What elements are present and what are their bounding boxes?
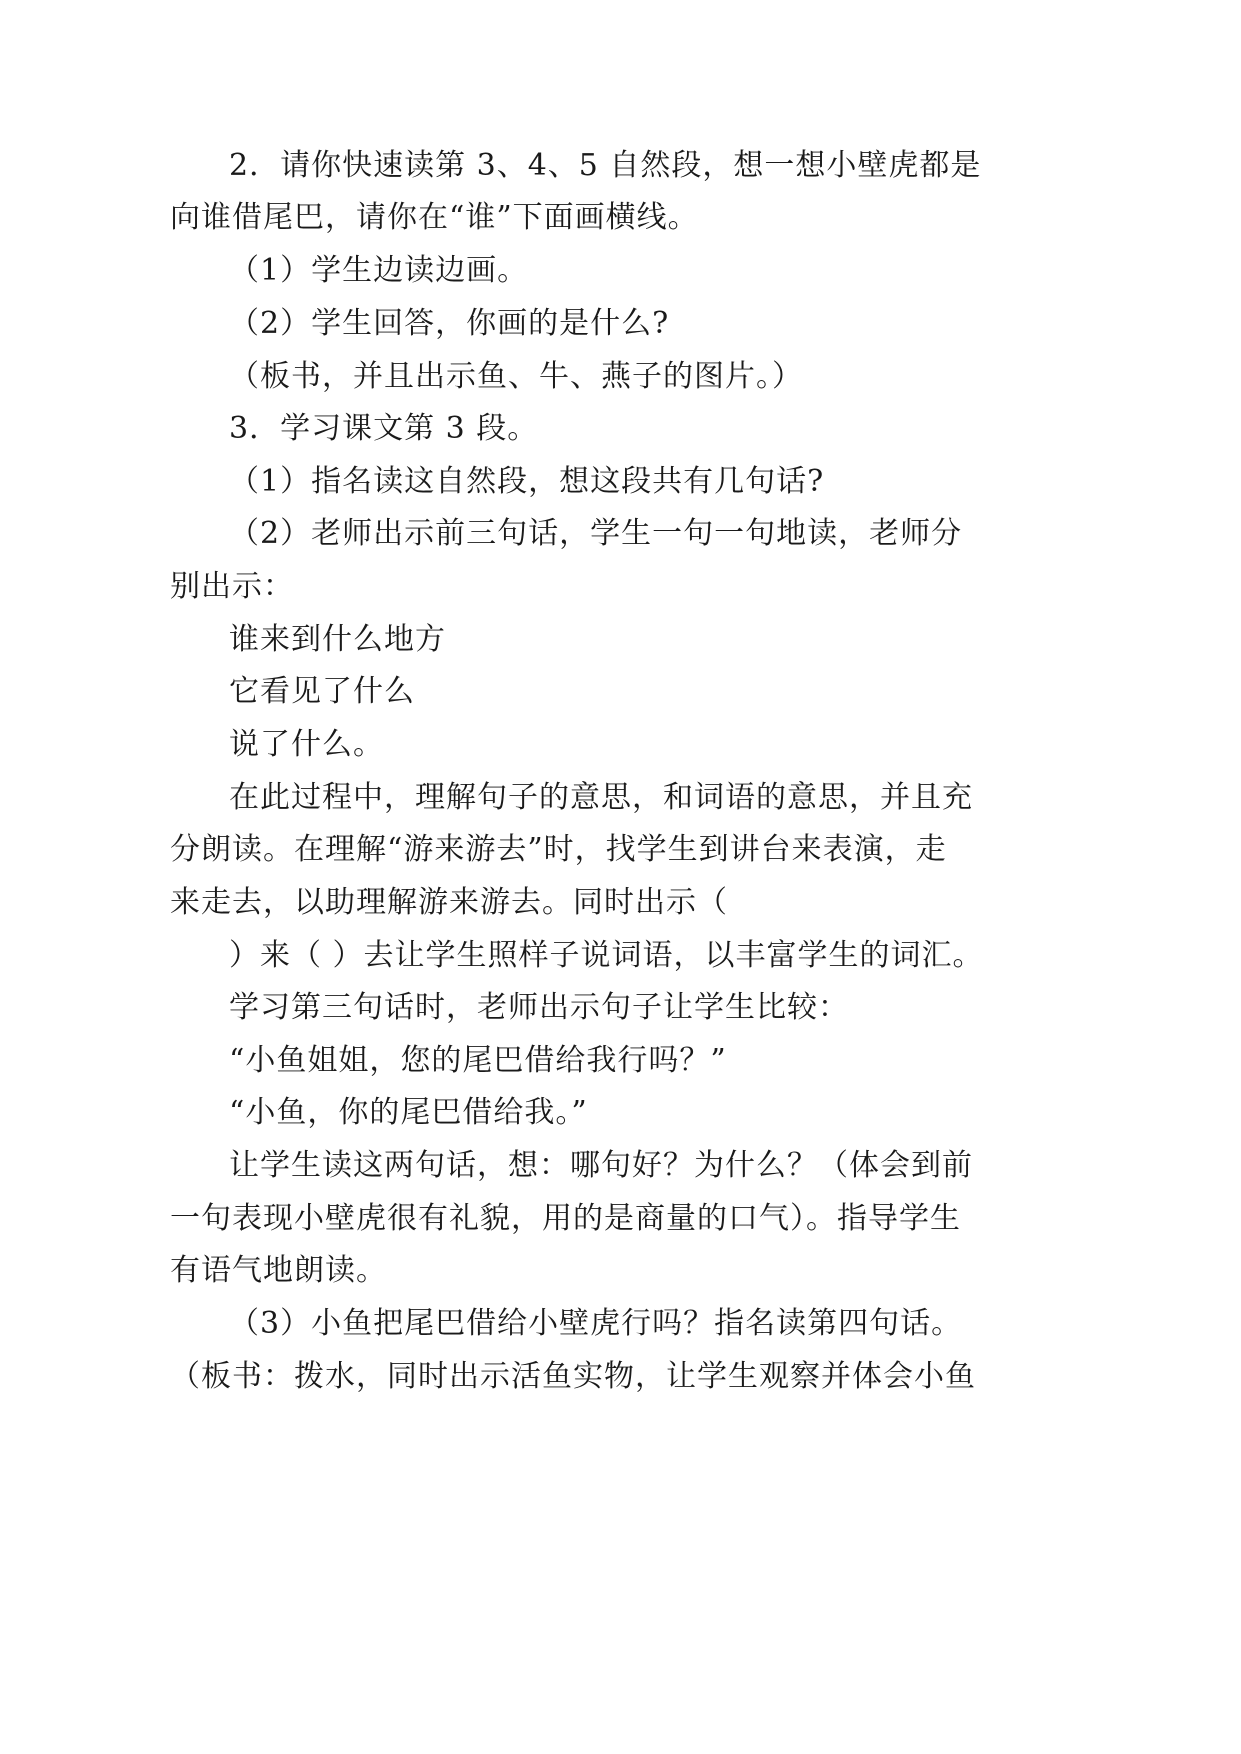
text-line: （板书，并且出示鱼、牛、燕子的图片。） [229, 359, 803, 394]
text-line: 有语气地朗读。 [170, 1253, 387, 1288]
text-line: 2．请你快速读第 3、4、5 自然段，想一想小壁虎都是 [229, 148, 982, 183]
text-line: “小鱼姐姐，您的尾巴借给我行吗？” [229, 1043, 727, 1078]
text-line: 谁来到什么地方 [229, 622, 446, 657]
text-line: 来走去，以助理解游来游去。同时出示（ [170, 885, 728, 920]
text-line: （1）学生边读边画。 [229, 253, 529, 288]
text-line: 在此过程中，理解句子的意思，和词语的意思，并且充 [229, 780, 973, 815]
text-line: ）来（ ）去让学生照样子说词语，以丰富学生的词汇。 [229, 938, 984, 973]
text-line: （2）老师出示前三句话，学生一句一句地读，老师分 [229, 516, 963, 551]
text-line: 分朗读。在理解“游来游去”时，找学生到讲台来表演，走 [170, 832, 947, 867]
text-line: 一句表现小壁虎很有礼貌，用的是商量的口气）。指导学生 [170, 1201, 961, 1236]
text-line: （板书：拨水，同时出示活鱼实物，让学生观察并体会小鱼 [170, 1359, 976, 1394]
text-line: （2）学生回答，你画的是什么? [229, 306, 670, 341]
text-line: 它看见了什么 [229, 674, 415, 709]
text-line: （1）指名读这自然段，想这段共有几句话? [229, 464, 825, 499]
text-line: 别出示： [170, 569, 294, 604]
text-line: （3）小鱼把尾巴借给小壁虎行吗？指名读第四句话。 [229, 1306, 963, 1341]
text-line: 学习第三句话时，老师出示句子让学生比较： [229, 990, 849, 1025]
text-line: 让学生读这两句话，想：哪句好？为什么？（体会到前 [229, 1148, 973, 1183]
text-line: “小鱼，你的尾巴借给我。” [229, 1095, 588, 1130]
text-line: 说了什么。 [229, 727, 384, 762]
text-line: 3．学习课文第 3 段。 [229, 411, 539, 446]
text-line: 向谁借尾巴，请你在“谁”下面画横线。 [170, 200, 699, 235]
